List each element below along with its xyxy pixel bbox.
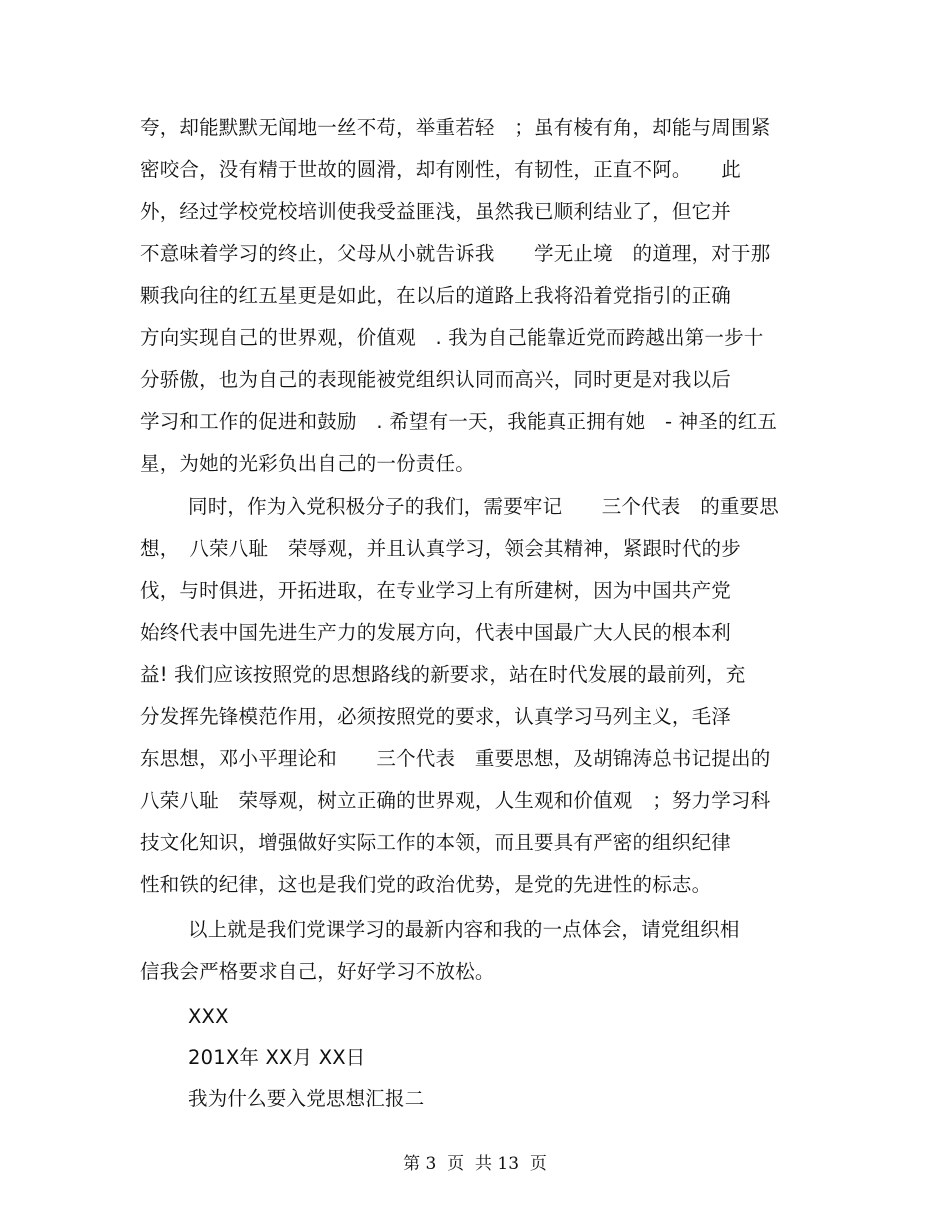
date: 201X年 XX月 XX日 (188, 1046, 366, 1069)
text-line: 分骄傲，也为自己的表现能被党组织认同而高兴，同时更是对我以后 (140, 368, 732, 391)
text-line: 不意味着学习的终止，父母从小就告诉我 学无止境 的道理，对于那 (140, 242, 771, 265)
text-line: 想， 八荣八耻 荣辱观，并且认真学习，领会其精神，紧跟时代的步 (140, 537, 741, 560)
text-line: 信我会严格要求自己，好好学习不放松。 (140, 960, 495, 983)
text-line: 东思想，邓小平理论和 三个代表 重要思想，及胡锦涛总书记提出的 (140, 747, 771, 770)
text-line: 以上就是我们党课学习的最新内容和我的一点体会，请党组织相 (188, 918, 740, 941)
text-line: 学习和工作的促进和鼓励 . 希望有一天，我能真正拥有她 - 神圣的红五 (140, 410, 778, 433)
text-line: 八荣八耻 荣辱观，树立正确的世界观，人生观和价值观 ；努力学习科 (140, 789, 771, 812)
text-line: 技文化知识，增强做好实际工作的本领，而且要具有严密的组织纪律 (140, 831, 732, 854)
text-line: 密咬合，没有精于世故的圆滑，却有刚性，有韧性，正直不阿。 此 (140, 158, 741, 181)
signature: XXX (188, 1005, 229, 1028)
text-line: 始终代表中国先进生产力的发展方向，代表中国最广大人民的根本利 (140, 621, 732, 644)
text-line: 伐，与时俱进，开拓进取，在专业学习上有所建树，因为中国共产党 (140, 579, 732, 602)
text-line: 性和铁的纪律，这也是我们党的政治优势，是党的先进性的标志。 (140, 873, 712, 896)
next-section-title: 我为什么要入党思想汇报二 (188, 1087, 425, 1110)
text-line: 分发挥先锋模范作用，必须按照党的要求，认真学习马列主义，毛泽 (140, 705, 732, 728)
text-line: 方向实现自己的世界观，价值观 . 我为自己能靠近党而跨越出第一步十 (140, 326, 764, 349)
text-line: 外，经过学校党校培训使我受益匪浅，虽然我已顺利结业了，但它并 (140, 200, 732, 223)
text-line: 星，为她的光彩负出自己的一份责任。 (140, 452, 475, 475)
text-line: 颗我向往的红五星更是如此，在以后的道路上我将沿着党指引的正确 (140, 284, 732, 307)
text-line: 同时，作为入党积极分子的我们，需要牢记 三个代表 的重要思 (188, 495, 780, 518)
text-line: 夸，却能默默无闻地一丝不苟，举重若轻 ；虽有棱有角，却能与周围紧 (140, 116, 771, 139)
text-line: 益! 我们应该按照党的思想路线的新要求，站在时代发展的最前列，充 (140, 663, 746, 686)
page-footer: 第 3 页 共 13 页 (403, 1154, 547, 1174)
